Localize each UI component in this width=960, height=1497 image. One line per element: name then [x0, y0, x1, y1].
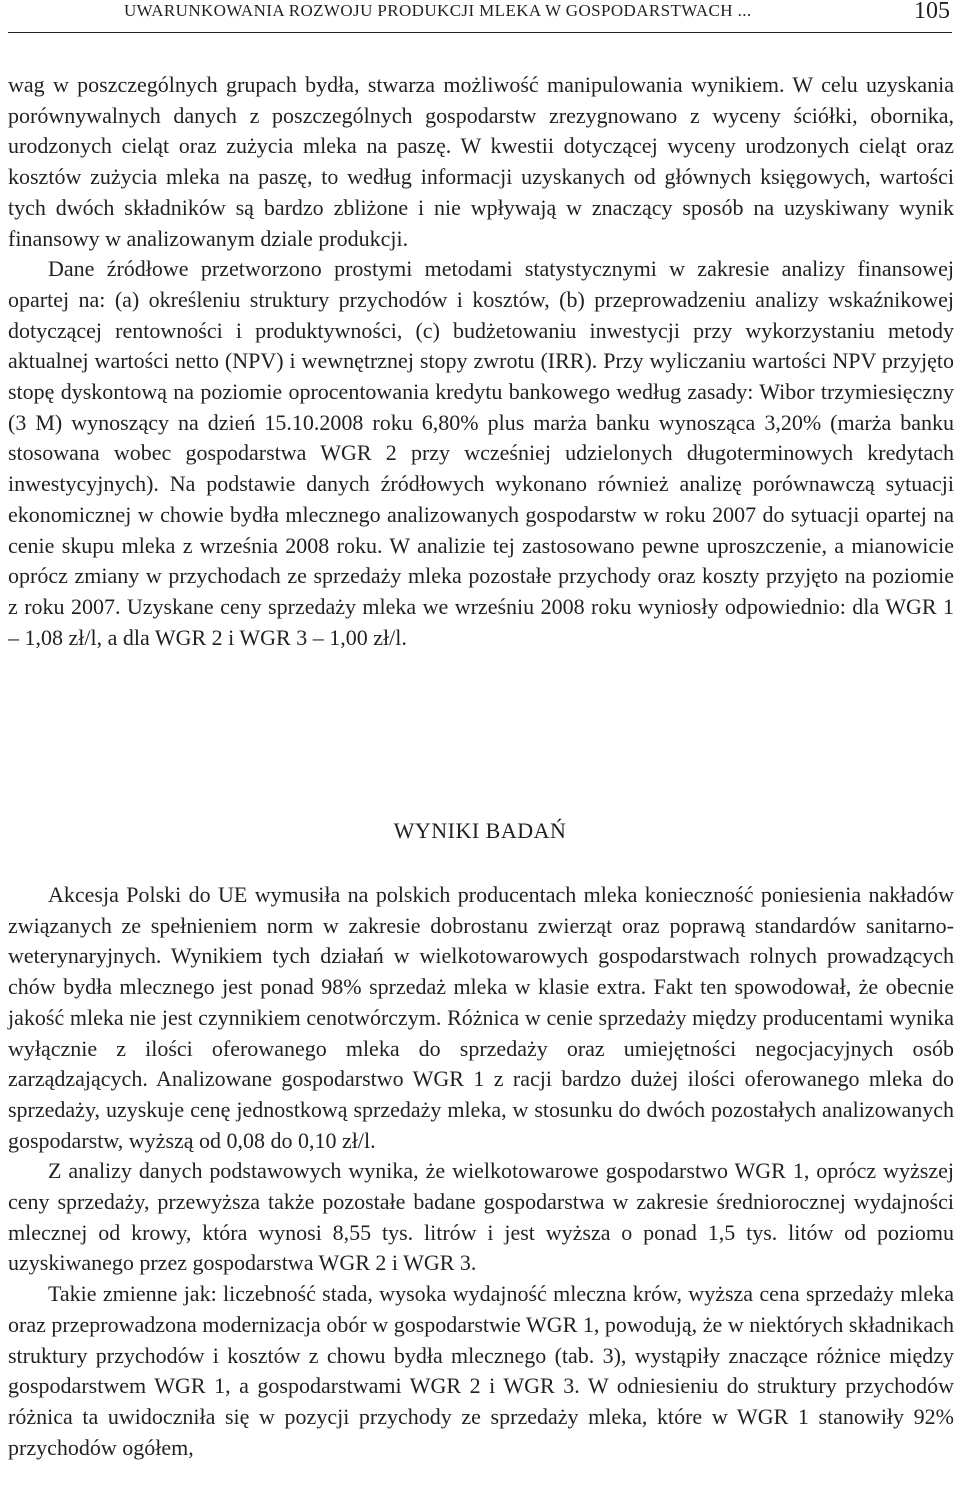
running-title: UWARUNKOWANIA ROZWOJU PRODUKCJI MLEKA W GOSPODARSTWACH ... — [124, 1, 752, 20]
paragraph-results-3: Takie zmienne jak: liczebność stada, wysoka wydajność mleczna krów, wyższa cena sprzedaży mleka oraz przeprowadzona modernizacja obór w gospodarstwie WGR 1, powodują, że w niektórych składnikach struktury przychodów i kosztów z chowu bydła mlecznego (tab. 3), wystąpiły znaczące różnice między gospodarstwem WGR 1, a gospodarstwami WGR 2 i WGR 3. W odniesieniu do struktury przychodów różnica ta uwidoczniła się w pozycji przychody ze sprzedaży mleka, które w WGR 1 stanowiły 92% przychodów ogółem, — [8, 1281, 954, 1460]
paragraph-results-2: Z analizy danych podstawowych wynika, że wielkotowarowe gospodarstwo WGR 1, oprócz wyższej ceny sprzedaży, przewyższa także pozostałe badane gospodarstwa w zakresie średniorocznej wydajności mlecznej od krowy, która wynosi 8,55 tys. litrów i jest wyższa o ponad 1,5 tys. litów od poziomu uzyskiwanego przez gospodarstwa WGR 2 i WGR 3. — [8, 1158, 954, 1276]
running-header — [0, 0, 960, 34]
methods-section-text — [8, 70, 954, 653]
paragraph-results-1: Akcesja Polski do UE wymusiła na polskich producentach mleka konieczność poniesienia nakładów związanych ze spełnieniem norm w zakresie dobrostanu zwierząt oraz poprawą standardów sanitarno-weterynaryjnych. Wynikiem tych działań w wielkotowarowych gospodarstwach rolnych prowadzących chów bydła mlecznego jest ponad 98% sprzedaż mleka w klasie extra. Fakt ten spowodował, że obecnie jakość mleka nie jest czynnikiem cenotwórczym. Różnica w cenie sprzedaży między producentami wynika wyłącznie z ilości oferowanego mleka do sprzedaży oraz umiejętności negocjacyjnych osób zarządzających. Analizowane gospodarstwo WGR 1 z racji bardzo dużej ilości oferowanego mleka do sprzedaży, uzyskuje cenę jednostkową sprzedaży mleka, w stosunku do dwóch pozostałych analizowanych gospodarstw, wyższą od 0,08 do 0,10 zł/l. — [8, 882, 954, 1153]
results-section-text — [8, 880, 954, 1463]
paragraph-continued: wag w poszczególnych grupach bydła, stwarza możliwość manipulowania wynikiem. W celu uzyskania porównywalnych danych z poszczególnych gospodarstw zrezygnowano z wyceny ściółki, obornika, urodzonych cieląt oraz zużycia mleka na paszę. W kwestii dotyczącej wyceny urodzonych cieląt oraz kosztów zużycia mleka na paszę, to według informacji uzyskanych od głównych księgowych, wartości tych dwóch składników są bardzo zbliżone i nie wpływają w znaczący sposób na uzyskiwany wynik finansowy w analizowanym dziale produkcji. — [8, 72, 954, 251]
page-number: 105 — [914, 0, 950, 24]
section-heading: WYNIKI BADAŃ — [393, 818, 567, 843]
header-rule — [8, 32, 952, 33]
paragraph-methods: Dane źródłowe przetworzono prostymi metodami statystycznymi w zakresie analizy finansowej opartej na: (a) określeniu struktury przychodów i kosztów, (b) przeprowadzeniu analizy wskaźnikowej dotyczącej rentowności i produktywności, (c) budżetowaniu inwestycji przy wykorzystaniu metody aktualnej wartości netto (NPV) i wewnętrznej stopy zwrotu (IRR). Przy wyliczaniu wartości NPV przyjęto stopę dyskontową na poziomie oprocentowania kredytu bankowego według zasady: Wibor trzymiesięczny (3 M) wynoszący na dzień 15.10.2008 roku 6,80% plus marża banku wynosząca 3,20% (marża banku stosowana wobec gospodarstwa WGR 2 przy wcześniej udzielonych długoterminowych kredytach inwestycyjnych). Na podstawie danych źródłowych wykonano również analizę porównawczą sytuacji ekonomicznej w chowie bydła mlecznego analizowanych gospodarstw w roku 2007 do sytuacji opartej na cenie skupu mleka z września 2008 roku. W analizie tej zastosowano pewne uproszczenie, a mianowicie oprócz zmiany w przychodach ze sprzedaży mleka pozostałe przychody oraz koszty przyjęto na poziomie z roku 2007. Uzyskane ceny sprzedaży mleka we wrześniu 2008 roku wyniosły odpowiednio: dla WGR 1 – 1,08 zł/l, a dla WGR 2 i WGR 3 – 1,00 zł/l. — [8, 256, 954, 650]
